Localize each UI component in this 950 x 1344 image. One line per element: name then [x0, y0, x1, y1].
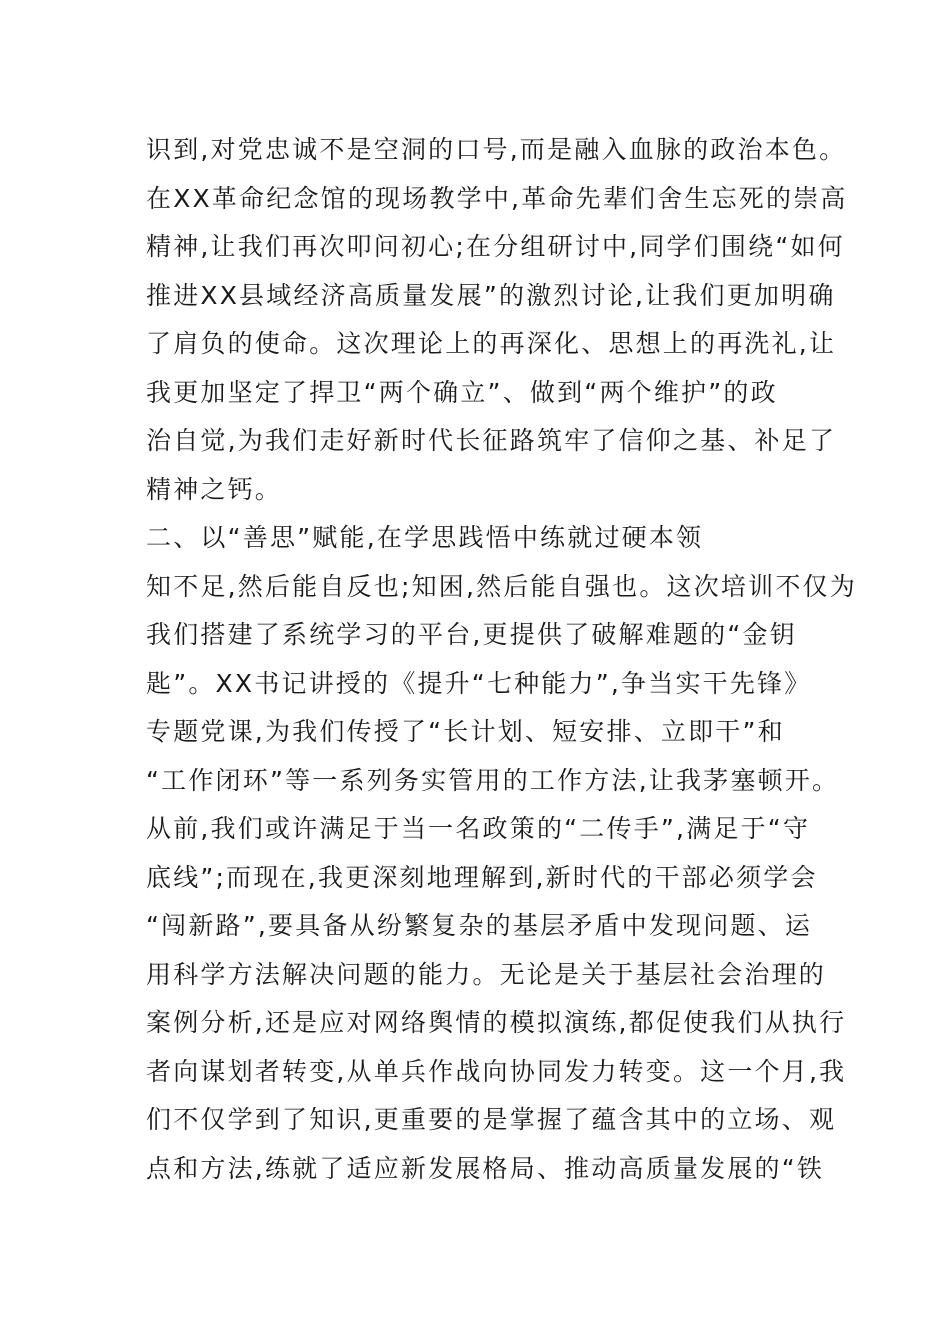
text-line: 匙”。XX书记讲授的《提升“七种能力”,争当实干先锋》 [146, 668, 812, 698]
text-line: 用科学方法解决问题的能力。无论是关于基层社会治理的 [146, 959, 827, 989]
text-line: 从前,我们或许满足于当一名政策的“二传手”,满足于“守 [146, 814, 811, 843]
text-line: 知不足,然后能自反也;知困,然后能自强也。这次培训不仅为 [146, 571, 857, 601]
text-line: “工作闭环”等一系列务实管用的工作方法,让我茅塞顿开。 [146, 765, 840, 795]
text-line: 推进XX县域经济高质量发展”的激烈讨论,让我们更加明确 [146, 280, 836, 310]
text-line: “闯新路”,要具备从纷繁复杂的基层矛盾中发现问题、运 [146, 911, 813, 940]
text-line: 治自觉,为我们走好新时代长征路筑牢了信仰之基、补足了 [146, 426, 837, 455]
text-line: 精神,让我们再次叩问初心;在分组研讨中,同学们围绕“如何 [146, 232, 845, 261]
text-line: 精神之钙。 [146, 474, 283, 504]
text-line: 在XX革命纪念馆的现场教学中,革命先辈们舍生忘死的崇高 [146, 183, 848, 213]
text-line: 底线”;而现在,我更深刻地理解到,新时代的干部必须学会 [146, 862, 818, 892]
text-line: 我更加坚定了捍卫“两个确立”、做到“两个维护”的政 [146, 377, 778, 407]
text-line: 者向谋划者转变,从单兵作战向协同发力转变。这一个月,我 [146, 1056, 847, 1086]
text-line: 了肩负的使命。这次理论上的再深化、思想上的再洗礼,让 [146, 329, 837, 358]
section-heading: 二、以“善思”赋能,在学思践悟中练就过硬本领 [146, 523, 704, 552]
text-line: 我们搭建了系统学习的平台,更提供了破解难题的“金钥 [146, 620, 797, 649]
text-line: 专题党课,为我们传授了“长计划、短安排、立即干”和 [146, 717, 785, 746]
text-line: 们不仅学到了知识,更重要的是掌握了蕴含其中的立场、观 [146, 1105, 837, 1134]
text-line: 案例分析,还是应对网络舆情的模拟演练,都促使我们从执行 [146, 1008, 847, 1037]
body-text [146, 126, 857, 1193]
text-line: 点和方法,练就了适应新发展格局、推动高质量发展的“铁 [146, 1153, 825, 1183]
text-line: 识到,对党忠诚不是空洞的口号,而是融入血脉的政治本色。 [146, 135, 847, 164]
